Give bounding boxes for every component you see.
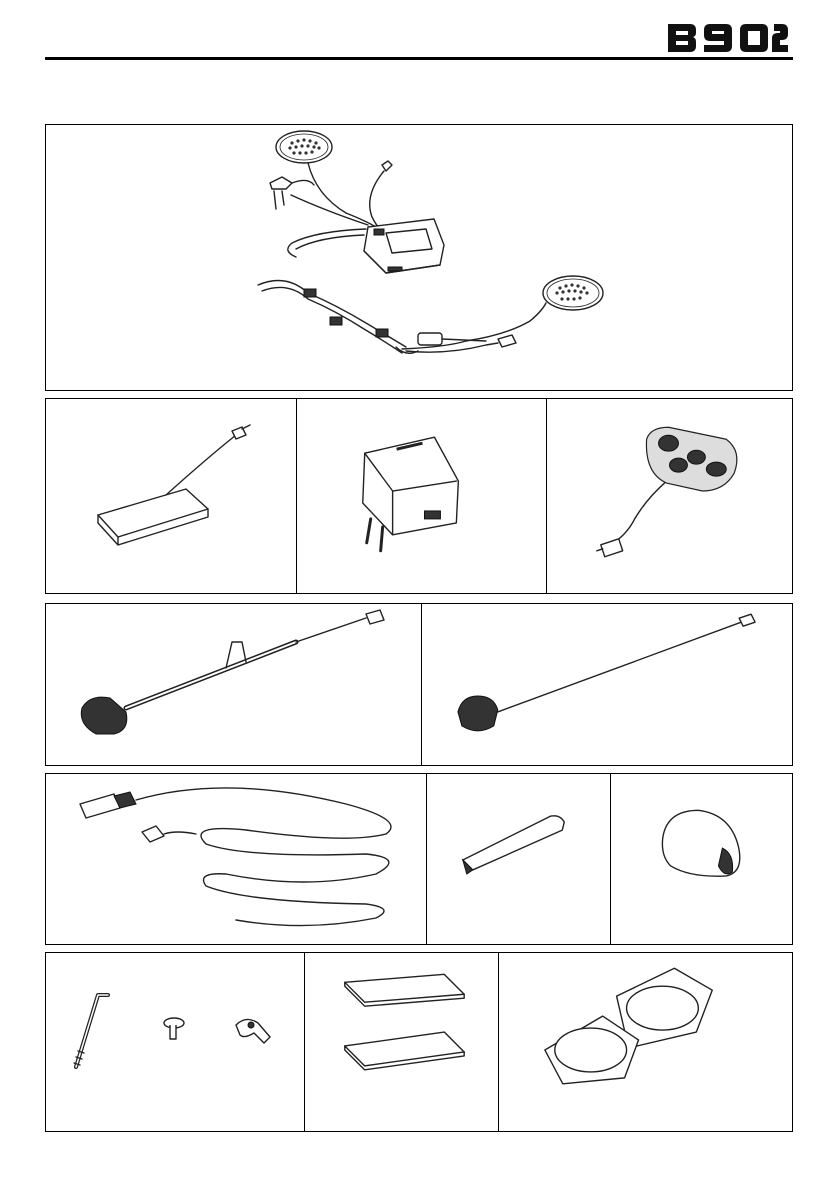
header-rule (45, 57, 793, 60)
cell-main-kit (46, 125, 792, 390)
cell-battery (46, 399, 296, 593)
cell-charger (296, 399, 546, 593)
screw-set-illustration (46, 953, 304, 1131)
boom-mic-illustration (46, 604, 421, 765)
row-main-kit (45, 124, 793, 391)
brand-logo (664, 16, 788, 58)
usb-cable-illustration (46, 774, 426, 944)
b902-logo-graphic (664, 16, 788, 58)
main-kit-illustration (46, 125, 792, 390)
row-microphones (45, 603, 793, 766)
speaker-pads-illustration (499, 953, 792, 1131)
row-accessories-2 (45, 773, 793, 945)
cell-mic-foam (610, 774, 792, 944)
cell-velcro (304, 953, 498, 1131)
cell-keypad (546, 399, 792, 593)
wire-mic-illustration (422, 604, 792, 765)
cell-boom-mic (46, 604, 421, 765)
cell-screw-set (46, 953, 304, 1131)
cell-opening-tool (426, 774, 610, 944)
velcro-illustration (305, 953, 498, 1131)
mic-foam-illustration (611, 774, 792, 944)
battery-illustration (46, 399, 296, 593)
cell-usb-cable (46, 774, 426, 944)
opening-tool-illustration (427, 774, 610, 944)
row-accessories-1 (45, 398, 793, 594)
cell-wire-mic (421, 604, 792, 765)
row-accessories-3 (45, 952, 793, 1132)
keypad-illustration (547, 399, 792, 593)
charger-illustration (297, 399, 546, 593)
cell-speaker-pads (498, 953, 792, 1131)
